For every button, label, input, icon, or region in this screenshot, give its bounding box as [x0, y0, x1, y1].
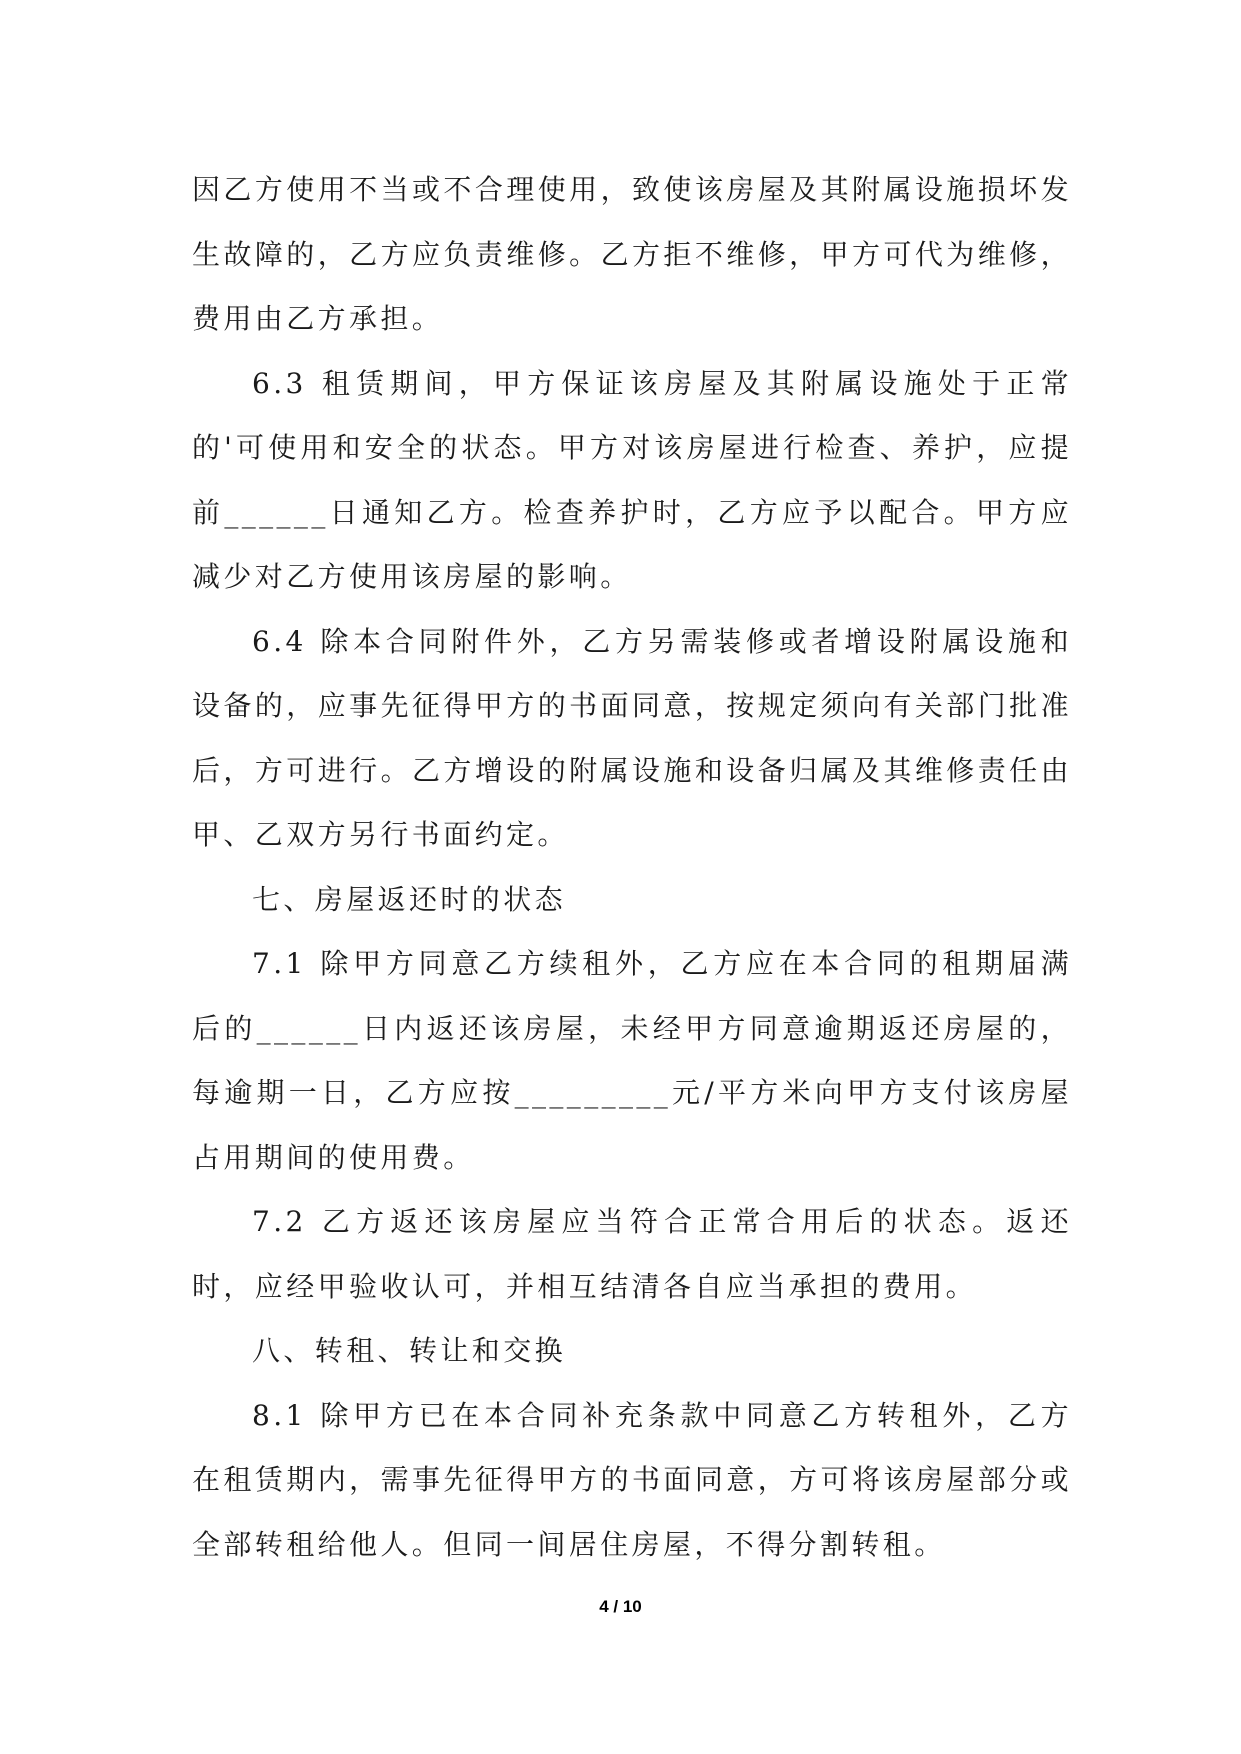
paragraph-clause-7-2: 7.2 乙方返还该房屋应当符合正常合用后的状态。返还时，应经甲验收认可，并相互结清各自应当承担的费用。: [192, 1205, 1072, 1303]
section-heading-7: 七、房屋返还时的状态: [252, 882, 567, 916]
paragraph-continuation: 因乙方使用不当或不合理使用，致使该房屋及其附属设施损坏发生故障的，乙方应负责维修。乙方拒不维修，甲方可代为维修，费用由乙方承担。: [192, 173, 1072, 335]
document-body: [192, 158, 1072, 1577]
page-number: 4 / 10: [599, 1597, 642, 1616]
paragraph-clause-6-3: 6.3 租赁期间，甲方保证该房屋及其附属设施处于正常的'可使用和安全的状态。甲方对该房屋进行检查、养护，应提前______日通知乙方。检查养护时，乙方应予以配合。甲方应减少对乙方使用该房屋的影响。: [192, 366, 1072, 593]
paragraph-clause-8-1: 8.1 除甲方已在本合同补充条款中同意乙方转租外，乙方在租赁期内，需事先征得甲方的书面同意，方可将该房屋部分或全部转租给他人。但同一间居住房屋，不得分割转租。: [192, 1398, 1072, 1561]
paragraph-clause-6-4: 6.4 除本合同附件外，乙方另需装修或者增设附属设施和设备的，应事先征得甲方的书面同意，按规定须向有关部门批准后，方可进行。乙方增设的附属设施和设备归属及其维修责任由甲、乙双方另行书面约定。: [192, 624, 1072, 851]
section-heading-8: 八、转租、转让和交换: [252, 1334, 567, 1367]
paragraph-clause-7-1: 7.1 除甲方同意乙方续租外，乙方应在本合同的租期届满后的______日内返还该房屋，未经甲方同意逾期返还房屋的，每逾期一日，乙方应按_________元/平方米向甲方支付该房屋占用期间的使用费。: [192, 947, 1072, 1174]
